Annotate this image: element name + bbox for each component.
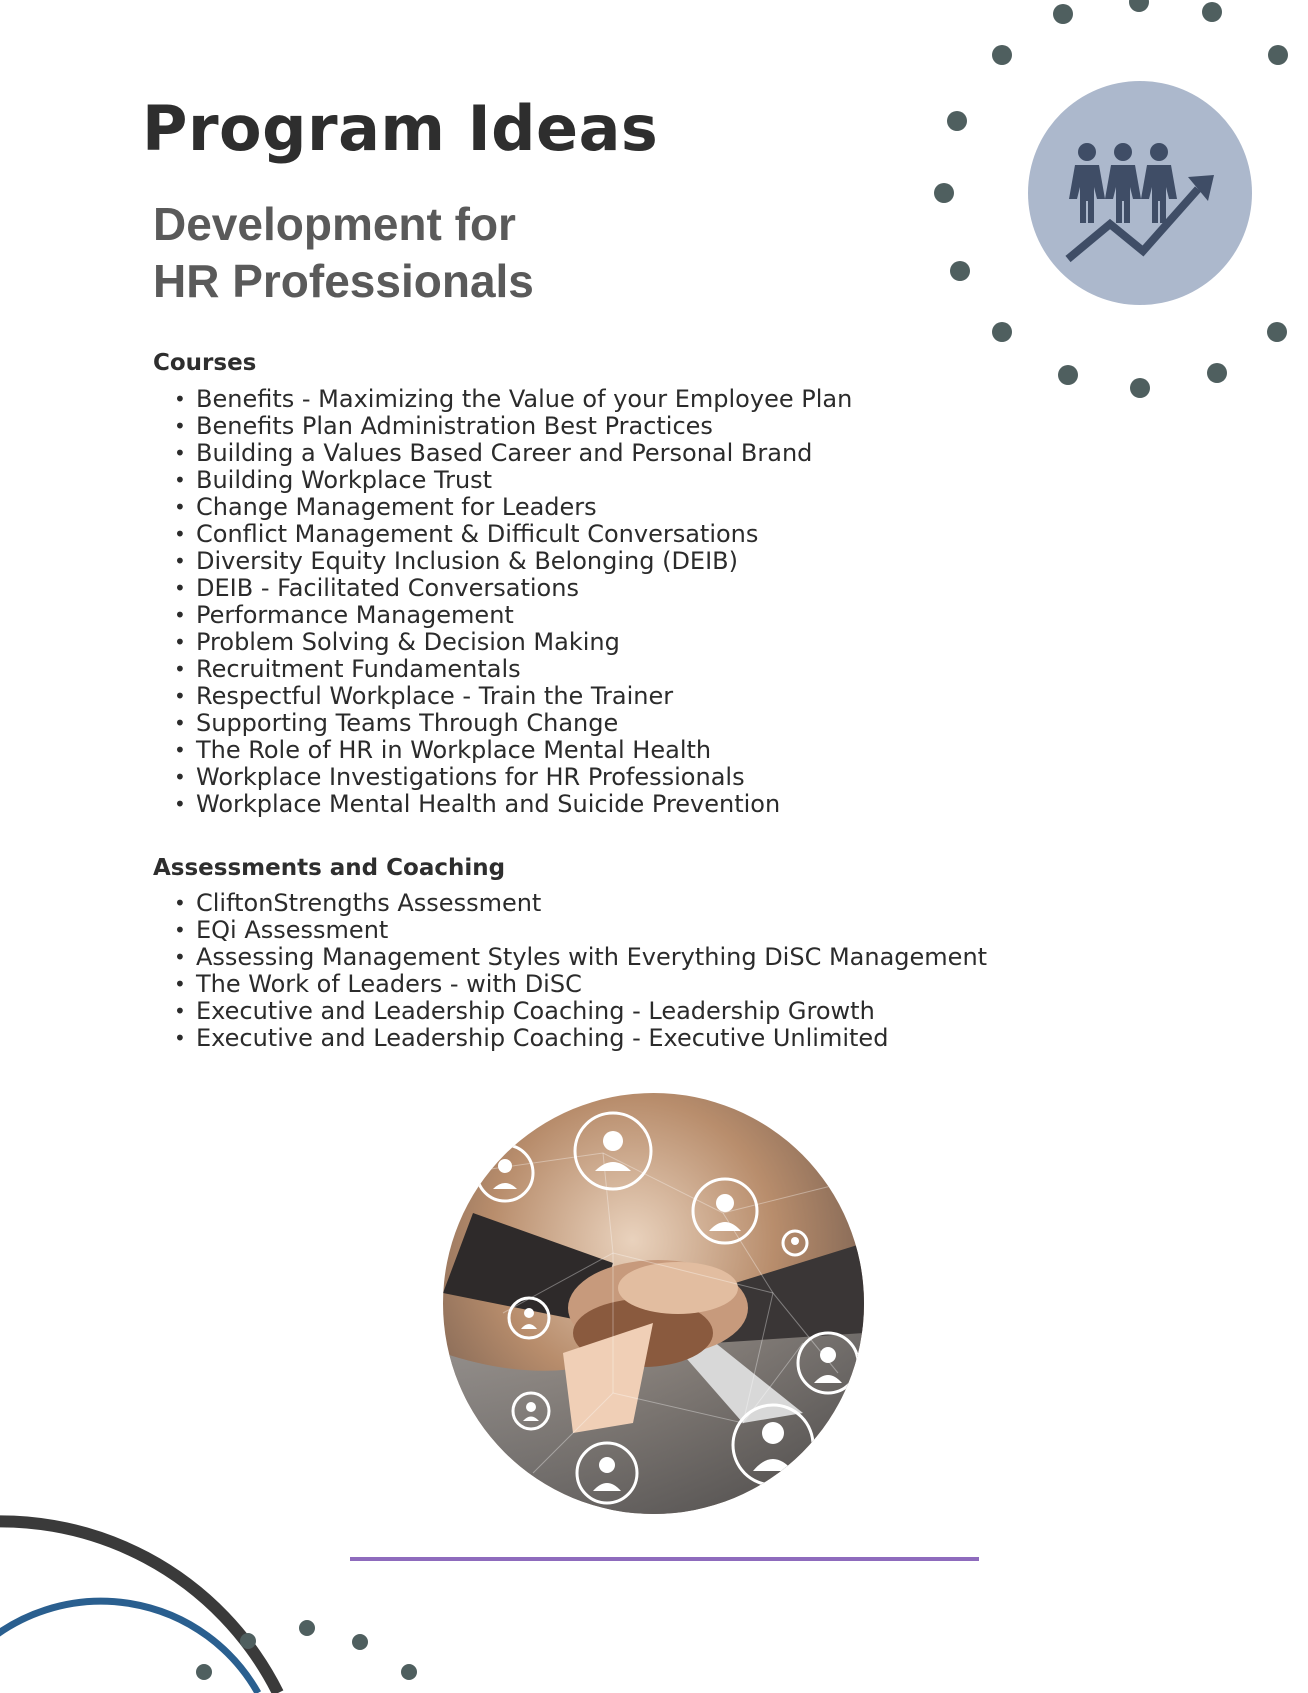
assessment-label: Executive and Leadership Coaching - Leadership Growth: [196, 997, 875, 1025]
list-item: [174, 790, 852, 818]
bullet-icon: •: [174, 711, 186, 735]
bullet-icon: •: [174, 603, 186, 627]
bullet-icon: •: [174, 891, 186, 915]
course-label: Recruitment Fundamentals: [196, 655, 521, 683]
course-label: Problem Solving & Decision Making: [196, 628, 620, 656]
course-label: Diversity Equity Inclusion & Belonging (DEIB): [196, 547, 739, 575]
footer-divider: [350, 1557, 979, 1561]
list-item: [174, 493, 852, 521]
course-label: Change Management for Leaders: [196, 493, 597, 521]
subtitle-line-2: HR Professionals: [153, 255, 534, 307]
assessment-label: CliftonStrengths Assessment: [196, 889, 542, 917]
list-item: [174, 547, 852, 575]
page-title: Program Ideas: [142, 92, 659, 165]
team-hands-network-image: [443, 1093, 864, 1514]
subtitle-line-1: Development for: [153, 198, 516, 250]
bullet-icon: •: [174, 549, 186, 573]
course-label: DEIB - Facilitated Conversations: [196, 574, 579, 602]
people-growth-chart-icon: [1028, 81, 1252, 305]
list-item: [174, 682, 852, 710]
list-item: [174, 970, 987, 998]
course-label: The Role of HR in Workplace Mental Health: [196, 736, 712, 764]
assessments-list: [174, 889, 988, 1052]
courses-list: [174, 385, 853, 818]
bullet-icon: •: [174, 441, 186, 465]
list-item: [174, 520, 852, 548]
bullet-icon: •: [174, 684, 186, 708]
course-label: Conflict Management & Difficult Conversations: [196, 520, 759, 548]
bullet-icon: •: [174, 522, 186, 546]
course-label: Supporting Teams Through Change: [196, 709, 619, 737]
list-item: [174, 916, 987, 944]
page-subtitle: [153, 196, 773, 310]
list-item: [174, 889, 987, 917]
list-item: [174, 466, 852, 494]
assessment-label: Executive and Leadership Coaching - Executive Unlimited: [196, 1024, 889, 1052]
assessment-label: EQi Assessment: [196, 916, 389, 944]
assessment-label: The Work of Leaders - with DiSC: [196, 970, 582, 998]
list-item: [174, 655, 852, 683]
list-item: [174, 601, 852, 629]
list-item: [174, 1024, 987, 1052]
bullet-icon: •: [174, 918, 186, 942]
course-label: Performance Management: [196, 601, 514, 629]
bullet-icon: •: [174, 630, 186, 654]
list-item: [174, 709, 852, 737]
list-item: [174, 763, 852, 791]
bullet-icon: •: [174, 738, 186, 762]
list-item: [174, 574, 852, 602]
bullet-icon: •: [174, 765, 186, 789]
bullet-icon: •: [174, 576, 186, 600]
course-label: Benefits - Maximizing the Value of your Employee Plan: [196, 385, 853, 413]
course-label: Benefits Plan Administration Best Practices: [196, 412, 713, 440]
bullet-icon: •: [174, 468, 186, 492]
decorative-arcs: [0, 1500, 440, 1693]
course-label: Workplace Mental Health and Suicide Prevention: [196, 790, 781, 818]
bullet-icon: •: [174, 1026, 186, 1050]
bullet-icon: •: [174, 657, 186, 681]
assessments-heading: Assessments and Coaching: [153, 855, 506, 881]
bullet-icon: •: [174, 792, 186, 816]
list-item: [174, 943, 988, 971]
bullet-icon: •: [174, 945, 186, 969]
list-item: [174, 412, 852, 440]
hr-growth-badge: [1028, 81, 1252, 305]
bullet-icon: •: [174, 414, 186, 438]
list-item: [174, 439, 852, 467]
bullet-icon: •: [174, 387, 186, 411]
bullet-icon: •: [174, 495, 186, 519]
bullet-icon: •: [174, 972, 186, 996]
course-label: Building a Values Based Career and Personal Brand: [196, 439, 813, 467]
list-item: [174, 736, 852, 764]
course-label: Building Workplace Trust: [196, 466, 493, 494]
course-label: Workplace Investigations for HR Professionals: [196, 763, 745, 791]
assessment-label: Assessing Management Styles with Everything DiSC Management: [196, 943, 988, 971]
list-item: [174, 997, 987, 1025]
list-item: [174, 385, 853, 413]
course-label: Respectful Workplace - Train the Trainer: [196, 682, 674, 710]
courses-heading: Courses: [153, 350, 257, 376]
bullet-icon: •: [174, 999, 186, 1023]
list-item: [174, 628, 852, 656]
